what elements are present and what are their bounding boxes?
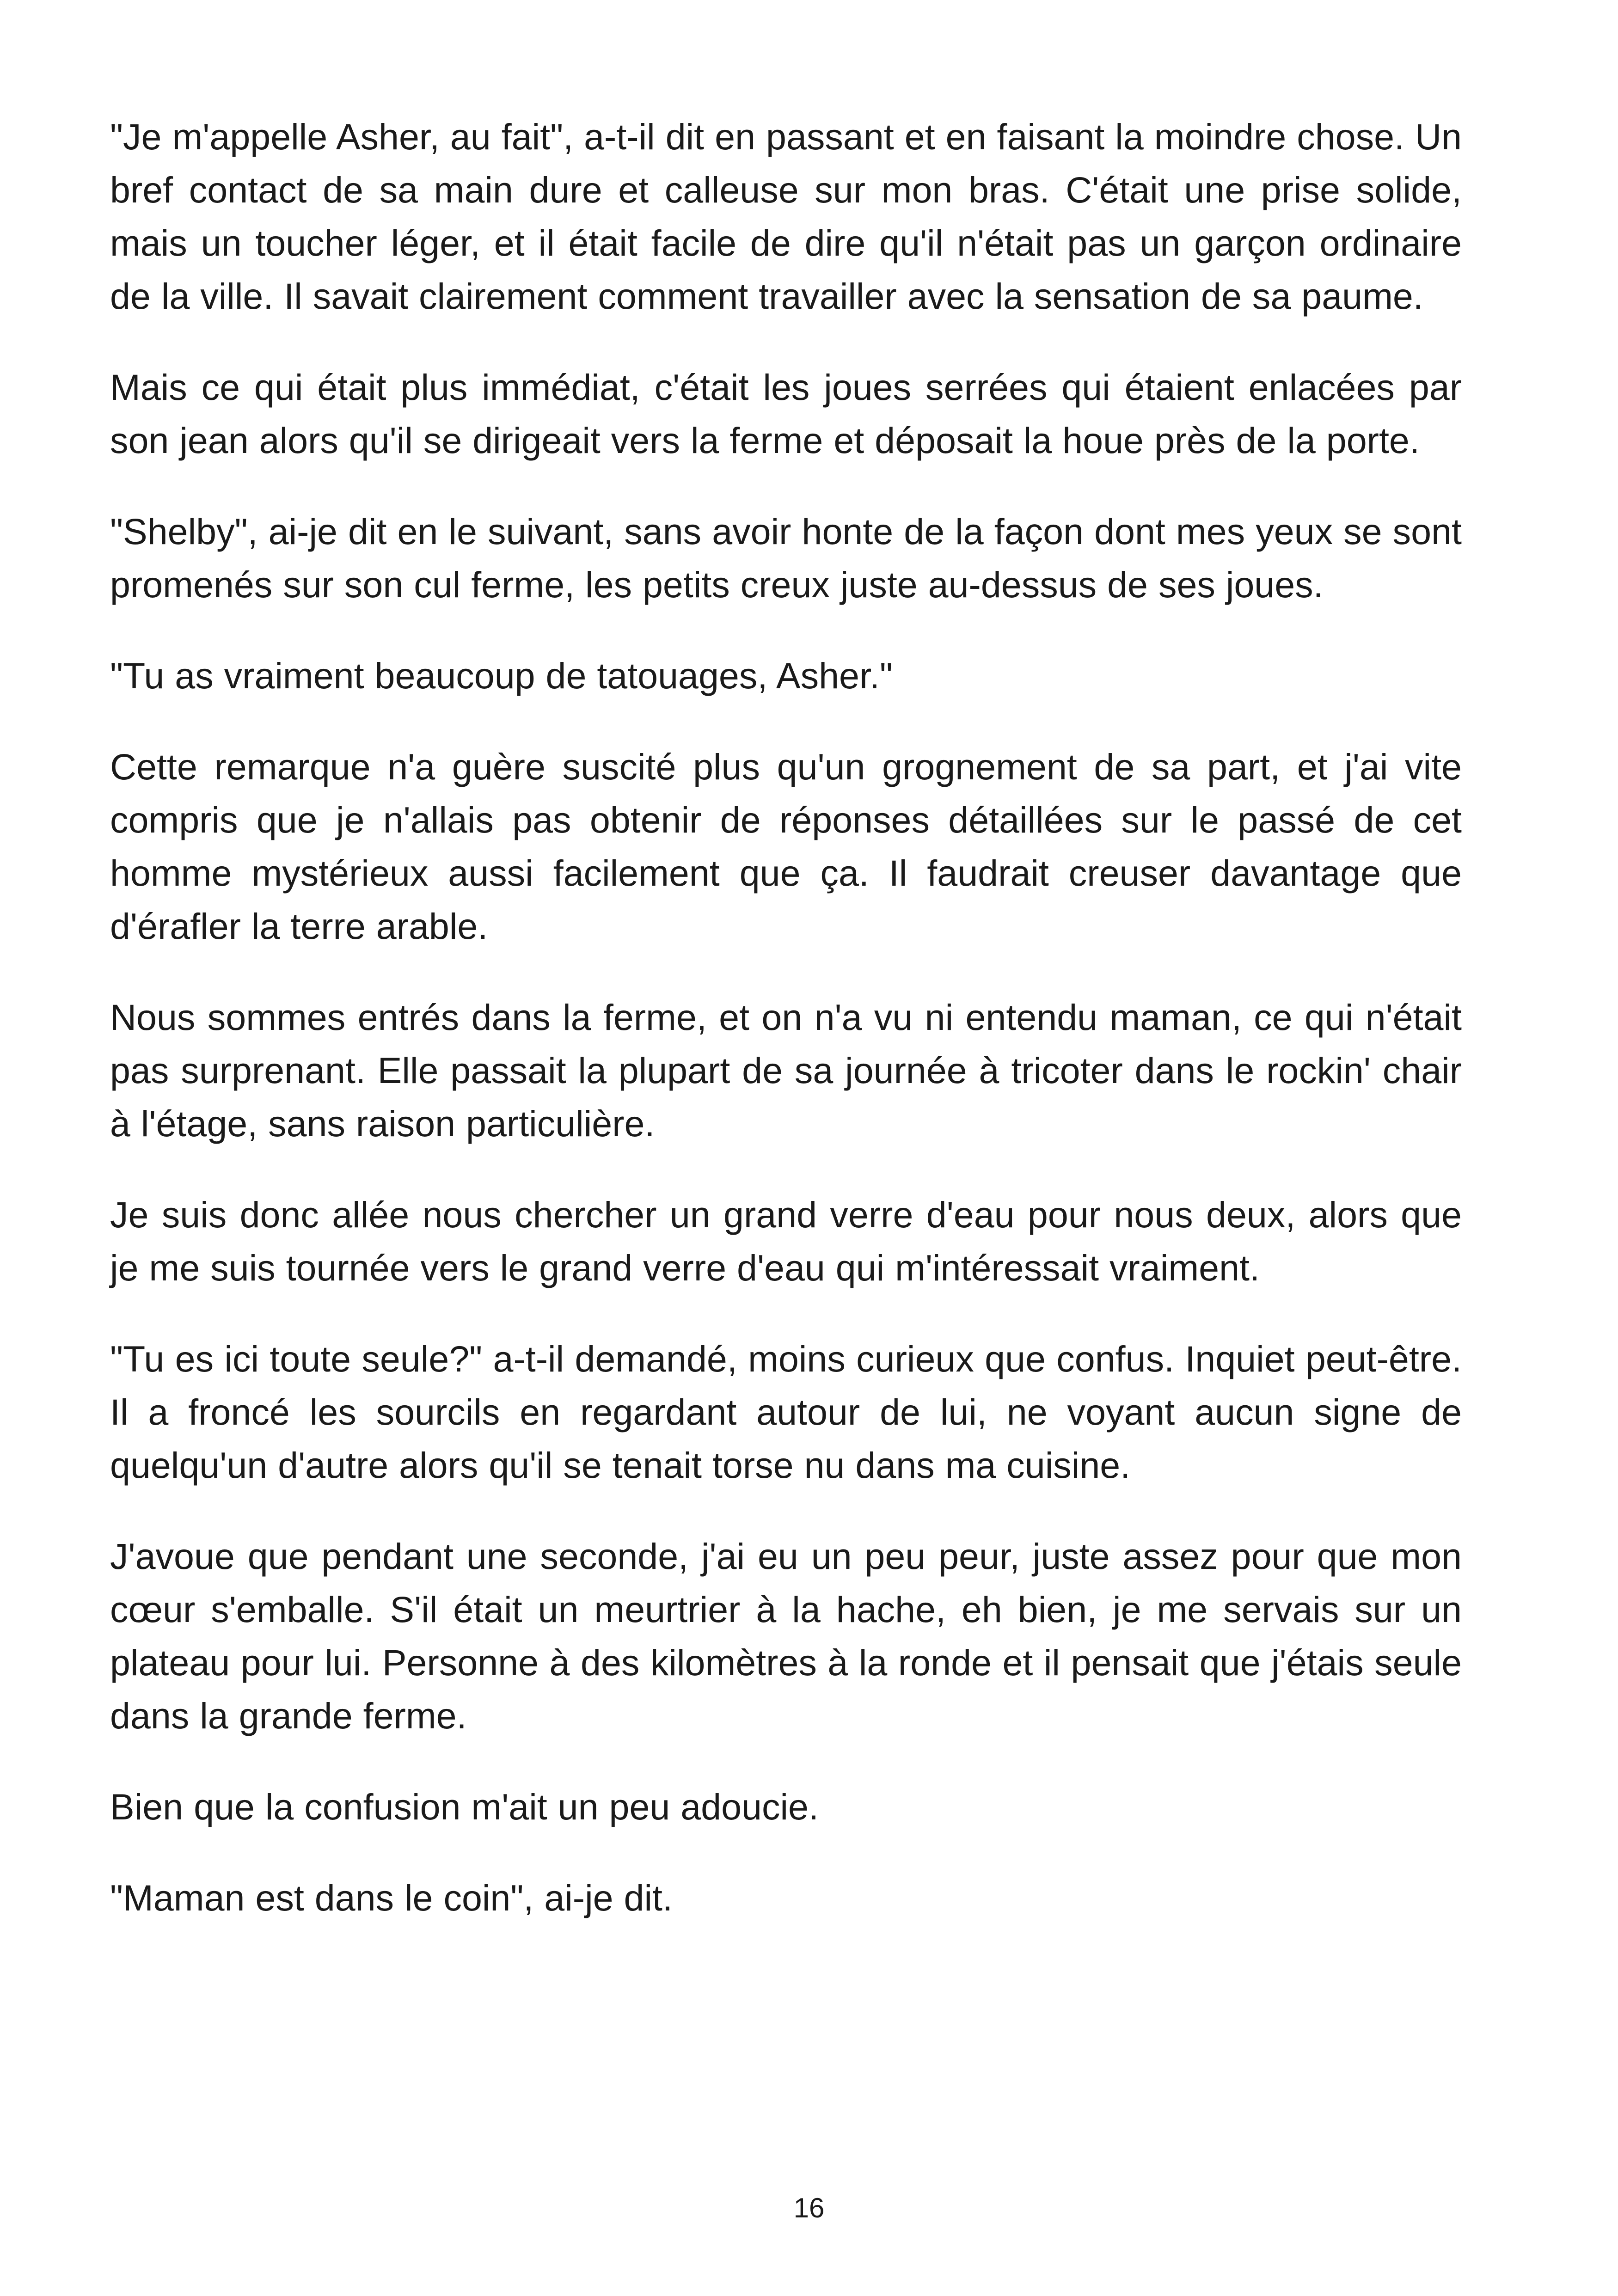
paragraph: "Tu es ici toute seule?" a-t-il demandé, moins curieux que confus. Inquiet peut-être. Il a froncé les sourcils en regardant autour de lui, ne voyant aucun signe de quelqu'un d'autre alors qu'il se tenait torse nu dans ma cuisine. [110,1338,1462,1486]
paragraph: "Maman est dans le coin", ai-je dit. [110,1877,673,1918]
paragraph: Mais ce qui était plus immédiat, c'était les joues serrées qui étaient enlacées par son jean alors qu'il se dirigeait vers la ferme et déposait la houe près de la porte. [110,367,1462,461]
paragraph: Cette remarque n'a guère suscité plus qu'un grognement de sa part, et j'ai vite compris que je n'allais pas obtenir de réponses détaillées sur le passé de cet homme mystérieux aussi facilement que ça. Il faudrait creuser davantage que d'érafler la terre arable. [110,746,1462,947]
paragraph: Je suis donc allée nous chercher un grand verre d'eau pour nous deux, alors que je me suis tournée vers le grand verre d'eau qui m'intéressait vraiment. [110,1194,1462,1288]
page-number: 16 [793,2192,825,2223]
paragraph: "Shelby", ai-je dit en le suivant, sans avoir honte de la façon dont mes yeux se sont promenés sur son cul ferme, les petits creux juste au-dessus de ses joues. [110,511,1462,605]
paragraph: "Je m'appelle Asher, au fait", a-t-il dit en passant et en faisant la moindre chose. Un bref contact de sa main dure et calleuse sur mon bras. C'était une prise solide, mais un toucher léger, et il était facile de dire qu'il n'était pas un garçon ordinaire de la ville. Il savait clairement comment travailler avec la sensation de sa paume. [110,116,1462,317]
paragraph: Bien que la confusion m'ait un peu adoucie. [110,1786,819,1827]
paragraph: J'avoue que pendant une seconde, j'ai eu un peu peur, juste assez pour que mon cœur s'emballe. S'il était un meurtrier à la hache, eh bien, je me servais sur un plateau pour lui. Personne à des kilomètres à la ronde et il pensait que j'étais seule dans la grande ferme. [110,1536,1462,1736]
paragraph: Nous sommes entrés dans la ferme, et on n'a vu ni entendu maman, ce qui n'était pas surprenant. Elle passait la plupart de sa journée à tricoter dans le rockin' chair à l'étage, sans raison particulière. [110,997,1462,1144]
body-text [110,110,1462,1962]
paragraph: "Tu as vraiment beaucoup de tatouages, Asher." [110,655,893,696]
